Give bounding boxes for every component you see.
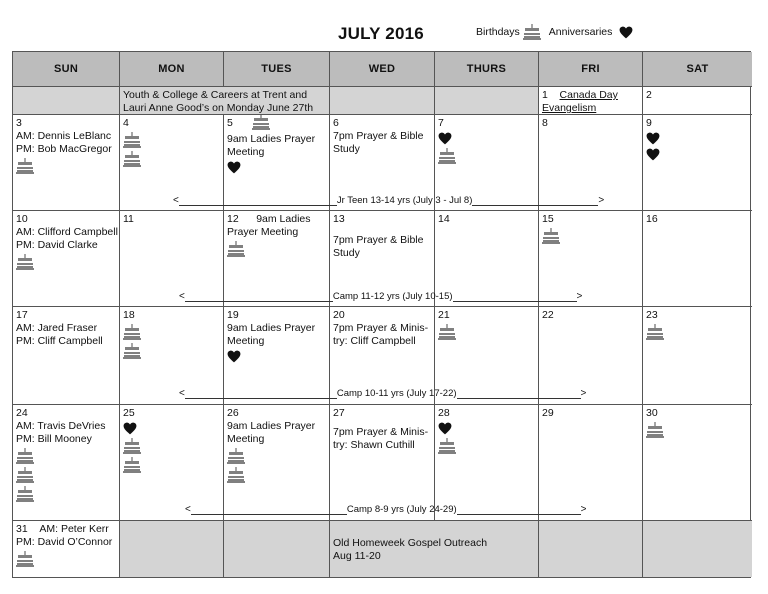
day-header-sun: SUN [13, 52, 120, 87]
youth-event-banner [120, 87, 330, 115]
cake-icon [16, 158, 34, 174]
day-cell-empty [224, 521, 330, 577]
day-number: 25 [123, 407, 135, 419]
day-number: 23 [646, 309, 658, 321]
heart-icon [646, 148, 660, 161]
cake-icon [227, 467, 245, 483]
heart-icon [646, 132, 660, 145]
cake-icon [123, 457, 141, 473]
day-cell-empty [539, 521, 643, 577]
event-text: 9am Ladies Prayer [227, 133, 316, 145]
day-cell-empty [330, 87, 435, 115]
event-text: 9am Ladies Prayer [227, 322, 316, 334]
day-cell-10 [13, 211, 120, 306]
cake-icon [16, 551, 34, 567]
event-text: try: Shawn Cuthill [333, 439, 415, 451]
cake-icon [123, 343, 141, 359]
week-row-1 [13, 115, 752, 211]
cake-icon [16, 254, 34, 270]
day-number: 15 [542, 213, 554, 225]
day-cell-3 [13, 115, 120, 210]
legend [476, 24, 633, 40]
event-span-bar: < Jr Teen 13-14 yrs (July 3 - Jul 8) > [173, 195, 605, 206]
event-text: 9am Ladies Prayer [227, 420, 316, 432]
cake-icon [646, 324, 664, 340]
event-text: Meeting [227, 433, 265, 445]
cake-icon [123, 324, 141, 340]
canada-day-evangelism: Canada Day Evangelism [542, 89, 618, 114]
event-text: Prayer Meeting [227, 226, 299, 238]
day-cell-30 [643, 405, 752, 520]
cake-icon [123, 151, 141, 167]
day-cell-empty [13, 87, 120, 115]
day-number: 17 [16, 309, 28, 321]
outreach-title: Old Homeweek Gospel Outreach [333, 537, 488, 549]
day-number: 9 [646, 117, 652, 129]
heart-icon [123, 422, 137, 435]
day-number: 4 [123, 117, 129, 129]
cake-icon [646, 422, 664, 438]
youth-event-text: Youth & College & Careers at Trent and Lauri Anne Good’s on Monday June 27th [123, 89, 314, 114]
cake-icon [438, 148, 456, 164]
am-speaker: AM: Clifford Campbell [16, 226, 118, 238]
am-speaker: AM: Jared Fraser [16, 322, 98, 334]
day-number: 16 [646, 213, 658, 225]
day-number: 24 [16, 407, 28, 419]
event-span-bar: < Camp 8-9 yrs (July 24-29) > [185, 504, 587, 515]
day-number: 7 [438, 117, 444, 129]
am-speaker: AM: Travis DeVries [16, 420, 106, 432]
heart-icon [227, 161, 241, 174]
event-text: 7pm Prayer & Bible [333, 234, 424, 246]
event-text: 7pm Prayer & Minis- [333, 322, 429, 334]
day-number: 8 [542, 117, 548, 129]
day-number: 10 [16, 213, 28, 225]
day-number: 18 [123, 309, 135, 321]
day-number: 31 [16, 523, 28, 535]
day-cell-24 [13, 405, 120, 520]
week-row-4 [13, 405, 752, 521]
event-text: try: Cliff Campbell [333, 335, 416, 347]
cake-icon [523, 24, 541, 40]
cake-icon [252, 115, 270, 130]
event-text: Study [333, 143, 360, 155]
day-header-thurs: THURS [435, 52, 539, 87]
day-number: 2 [646, 89, 652, 101]
day-number: 6 [333, 117, 339, 129]
day-number: 26 [227, 407, 239, 419]
day-number: 28 [438, 407, 450, 419]
day-cell-empty [120, 521, 224, 577]
event-text: Meeting [227, 146, 265, 158]
day-cell-1 [539, 87, 643, 115]
day-cell-25 [120, 405, 224, 520]
day-cell-28 [435, 405, 539, 520]
am-speaker: AM: Peter Kerr [39, 523, 109, 535]
cake-icon [16, 448, 34, 464]
day-header-fri: FRI [539, 52, 643, 87]
day-cell-23 [643, 307, 752, 404]
day-cell-2 [643, 87, 752, 115]
day-number: 27 [333, 407, 345, 419]
day-cell-9 [643, 115, 752, 210]
day-header-wed: WED [330, 52, 435, 87]
heart-icon [438, 132, 452, 145]
calendar-title: JULY 2016 [338, 24, 424, 43]
day-number: 13 [333, 213, 345, 225]
cake-icon [542, 228, 560, 244]
day-cell-17 [13, 307, 120, 404]
event-text: 7pm Prayer & Minis- [333, 426, 429, 438]
cake-icon [123, 438, 141, 454]
event-text: Meeting [227, 335, 265, 347]
cake-icon [227, 448, 245, 464]
cake-icon [438, 324, 456, 340]
cake-icon [123, 132, 141, 148]
day-number: 14 [438, 213, 450, 225]
heart-icon [619, 26, 633, 39]
day-cell-27 [330, 405, 435, 520]
legend-birthdays-label: Birthdays [476, 26, 520, 38]
pm-speaker: PM: Bob MacGregor [16, 143, 112, 155]
day-number: 22 [542, 309, 554, 321]
day-number: 11 [123, 213, 134, 225]
heart-icon [227, 350, 241, 363]
day-header-mon: MON [120, 52, 224, 87]
day-header-tues: TUES [224, 52, 330, 87]
day-number: 19 [227, 309, 239, 321]
day-number: 1 [542, 89, 548, 101]
day-cell-26 [224, 405, 330, 520]
day-number: 30 [646, 407, 658, 419]
jr-teen-camp-label: Jr Teen 13-14 yrs (July 3 - Jul 8) [336, 195, 473, 206]
pm-speaker: PM: David Clarke [16, 239, 98, 251]
day-header-sat: SAT [643, 52, 752, 87]
pm-speaker: PM: Bill Mooney [16, 433, 92, 445]
calendar-grid [12, 51, 751, 578]
heart-icon [438, 422, 452, 435]
cake-icon [438, 438, 456, 454]
cake-icon [16, 467, 34, 483]
event-text: 9am Ladies [256, 213, 311, 225]
day-number: 3 [16, 117, 22, 129]
day-number: 20 [333, 309, 345, 321]
outreach-event-cell [330, 521, 539, 577]
event-span-bar: < Camp 10-11 yrs (July 17-22) > [179, 388, 587, 399]
day-cell-31 [13, 521, 120, 577]
event-span-bar: < Camp 11-12 yrs (July 10-15) > [179, 291, 583, 302]
am-speaker: AM: Dennis LeBlanc [16, 130, 112, 142]
camp-10-11-label: Camp 10-11 yrs (July 17-22) [336, 388, 457, 399]
event-text: 7pm Prayer & Bible [333, 130, 424, 142]
pm-speaker: PM: Cliff Campbell [16, 335, 103, 347]
cake-icon [227, 241, 245, 257]
outreach-dates: Aug 11-20 [333, 550, 381, 562]
day-number: 12 [227, 213, 239, 225]
day-cell-empty [435, 87, 539, 115]
day-cell-29 [539, 405, 643, 520]
day-cell-empty [643, 521, 752, 577]
camp-8-9-label: Camp 8-9 yrs (July 24-29) [346, 504, 457, 515]
day-number: 21 [438, 309, 450, 321]
week-row-3 [13, 307, 752, 405]
camp-11-12-label: Camp 11-12 yrs (July 10-15) [332, 291, 453, 302]
day-cell-16 [643, 211, 752, 306]
cake-icon [16, 486, 34, 502]
legend-anniversaries-label: Anniversaries [548, 26, 613, 38]
day-number: 5 [227, 117, 233, 129]
event-text: Study [333, 247, 360, 259]
pm-speaker: PM: David O’Connor [16, 536, 113, 548]
day-number: 29 [542, 407, 554, 419]
week-row-2 [13, 211, 752, 307]
